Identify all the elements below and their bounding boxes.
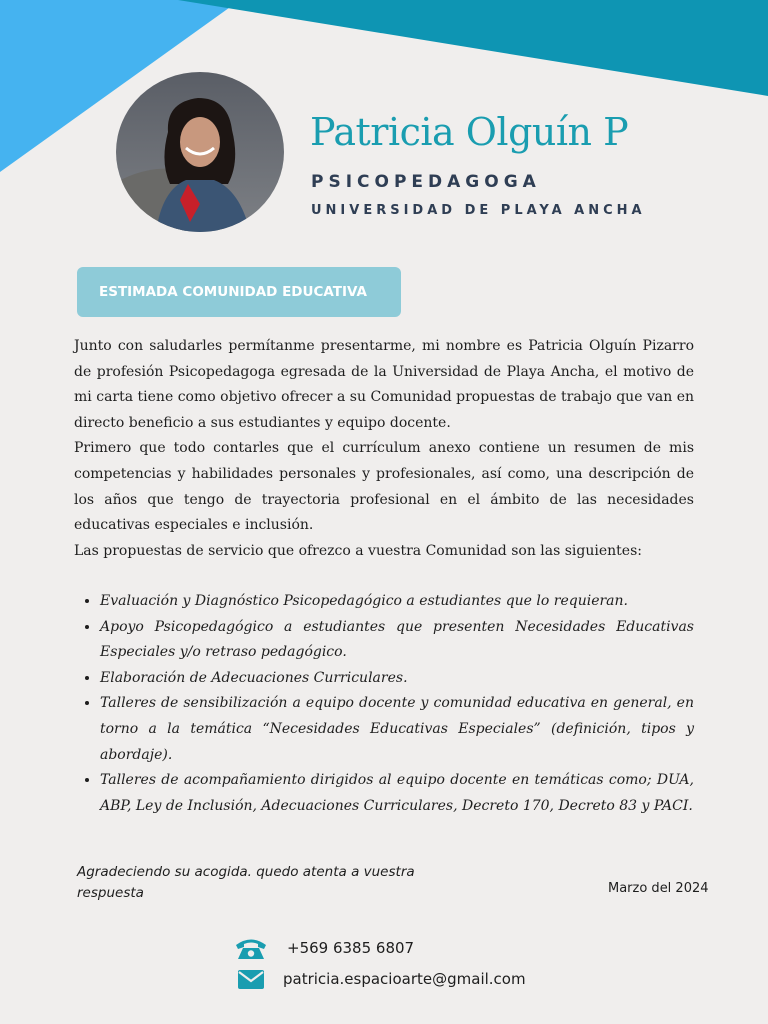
intro-paragraph: Junto con saludarles permítanme presentarme, mi nombre es Patricia Olguín Pizarro de profesión Psicopedagoga egresada de la Universidad de Playa Ancha, el motivo de mi carta tiene como objetivo ofrecer a su Comunidad propuestas de trabajo que van en directo beneficio a sus estudiantes y equipo docente. bbox=[74, 338, 694, 431]
list-item: • Apoyo Psicopedagógico a estudiantes que presenten Necesidades Educativas Especiales y/o retraso pedagógico. bbox=[100, 615, 694, 666]
header-decoration bbox=[0, 0, 768, 200]
list-item: • Talleres de sensibilización a equipo docente y comunidad educativa en general, en torno a la temática “Necesidades Educativas Especiales” (definición, tipos y abordaje). bbox=[100, 691, 694, 768]
services-intro-paragraph: Las propuestas de servicio que ofrezco a vuestra Comunidad son las siguientes: bbox=[74, 542, 642, 559]
closing-text: Agradeciendo su acogida. quedo atenta a vuestra respuesta bbox=[77, 864, 415, 901]
greeting-banner: ESTIMADA COMUNIDAD EDUCATIVA bbox=[77, 267, 401, 317]
list-item: • Elaboración de Adecuaciones Curriculares. bbox=[100, 666, 694, 692]
curriculum-paragraph: Primero que todo contarles que el currículum anexo contiene un resumen de mis competencias y habilidades personales y profesionales, así como, una descripción de los años que tengo de trayectoria profesional en el ámbito de las necesidades educativas especiales e inclusión. bbox=[74, 440, 694, 534]
person-name: Patricia Olguín P bbox=[310, 110, 629, 154]
list-item: • Evaluación y Diagnóstico Psicopedagógico a estudiantes que lo requieran. bbox=[100, 589, 694, 615]
services-list bbox=[74, 589, 694, 819]
letter-date: Marzo del 2024 bbox=[608, 881, 709, 896]
list-item: • Talleres de acompañamiento dirigidos al equipo docente en temáticas como; DUA, ABP, Ley de Inclusión, Adecuaciones Curriculares, Decreto 170, Decreto 83 y PACI. bbox=[100, 768, 694, 819]
letter-body bbox=[74, 334, 694, 564]
phone-number[interactable]: +569 6385 6807 bbox=[287, 939, 415, 957]
email-address[interactable]: patricia.espacioarte@gmail.com bbox=[283, 970, 526, 988]
envelope-icon bbox=[238, 970, 264, 989]
phone-icon bbox=[234, 936, 268, 960]
profile-photo bbox=[116, 72, 284, 232]
university-name: UNIVERSIDAD DE PLAYA ANCHA bbox=[311, 203, 646, 218]
profession-title: PSICOPEDAGOGA bbox=[311, 172, 541, 192]
